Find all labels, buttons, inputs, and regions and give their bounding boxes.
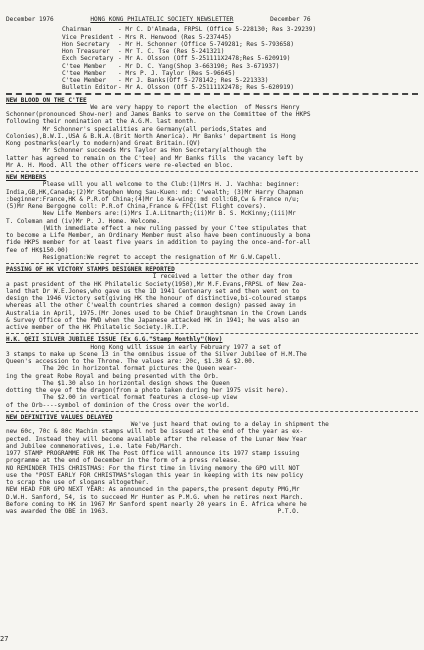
officer-name: - Mrs P. J. Taylor (Res 5-96645): [118, 69, 236, 77]
text-line: New Life Members are:(i)Mrs I.A.Litmarth;(ii)Mr B. S. McKinny;(iii)Mr: [6, 210, 296, 218]
officer-row: [6, 26, 418, 33]
officer-row: [6, 84, 418, 91]
text-line: and Jubilee commemoratives, i.e. late Feb/March.: [6, 442, 183, 450]
text-line: Mr A. H. Mood. All the other officers were re-elected en bloc.: [6, 161, 234, 169]
officer-role: Chairman: [62, 26, 92, 34]
text-line: Colonies),B.W.I.,USA & B.N.A.(Brit North America). Mr Banks' department is Hong: [6, 132, 296, 140]
article-section: [6, 336, 418, 412]
officer-name: - Mr A. Olsson (Off 5-251111X2478; Res 5-620919): [118, 84, 295, 92]
officer-role: Hon Secretary: [62, 40, 110, 48]
officer-row: [6, 34, 418, 41]
text-line: was awarded the OBE in 1963. P.T.O.: [6, 508, 300, 515]
text-line: Queen's accession to the Throne. The values are: 20c, $1.30 & $2.00.: [6, 358, 256, 365]
text-line: programme at the end of December in the form of a press release.: [6, 457, 241, 465]
text-line: (With immediate effect a new ruling passed by your C'tee stipulates that: [6, 224, 307, 232]
text-line: a past president of the HK Philatelic Society(1950),Mr M.F.Evans,FRPSL of New Zea-: [6, 280, 307, 288]
newsletter-page: [6, 16, 418, 515]
article-section: [6, 414, 418, 516]
text-line: D.W.H. Sanford, 54, is to succeed Mr Hunter as P.M.G. when he retires next March.: [6, 493, 304, 501]
text-line: NEW HEAD FOR GPO NEXT YEAR: As announced in the papers,the present deputy PMG,Mr: [6, 486, 300, 494]
text-line: active member of the HK Philatelic Society.)R.I.P.: [6, 324, 190, 331]
text-line: latter has agreed to remain on the C'tee) and Mr Banks fills the vacancy left by: [6, 154, 304, 162]
text-line: I received a letter the other day from: [6, 273, 293, 281]
text-line: following their nomination at the A.G.M. last month.: [6, 118, 197, 126]
divider: [6, 333, 418, 334]
text-line: design the 1946 Victory set(giving HK the honour of distinctive,bi-coloured stamps: [6, 295, 307, 302]
divider: [6, 411, 418, 412]
text-line: Resignation:We regret to accept the resignation of Mr G.W.Capell.: [6, 253, 282, 261]
officer-role: C'tee Member: [62, 62, 107, 70]
officer-row: [6, 77, 418, 84]
section-heading: NEW BLOOD ON THE C'TEE: [6, 96, 87, 104]
text-line: new 60c, 70c & 80c Machin stamps will not be issued at the end of the year as ex-: [6, 428, 304, 436]
divider: [6, 263, 418, 264]
text-line: to become a Life Member, an Ordinary Member must also have been continuously a bona: [6, 232, 311, 239]
officer-row: [6, 55, 418, 62]
text-line: fide HKPS member for at least five years in addition to paying the once-and-for-all: [6, 239, 311, 247]
text-line: whereas all the other C'wealth countries shared a common design) passed away in: [6, 302, 296, 310]
newsletter-title: HONG KONG PHILATELIC SOCIETY NEWSLETTER: [90, 16, 234, 23]
page-margin-number: 27: [0, 635, 9, 643]
text-line: fee of HK$150.00): [6, 246, 69, 254]
text-line: (5)Mr Rene Bergogne coll: P.R.of China,France & FFC(1st Flight covers).: [6, 203, 267, 210]
officer-row: [6, 41, 418, 48]
section-heading: NEW DEFINITIVE VALUES DELAYED: [6, 413, 113, 421]
officer-row: [6, 63, 418, 70]
header-line: [6, 16, 418, 23]
article-section: [6, 97, 418, 173]
text-line: & Survey Office of the PWD when the Japanese attacked HK in 1941; he was also an: [6, 316, 300, 324]
text-line: pected. Instead they will become available after the release of the Lunar New Year: [6, 435, 307, 443]
text-line: Australia in April, 1975.(Mr Jones used to be Chief Draughtsman in the Crown Lands: [6, 309, 307, 317]
text-line: T. Coleman and (iv)Mr P. J. Home. Welcome.: [6, 217, 161, 225]
text-line: :beginner:France,HK & P.R.of China;(4)Mr Lo Ka-wing: md coll:GB,Cw & France n/u;: [6, 195, 300, 203]
section-heading: NEW MEMBERS: [6, 174, 47, 181]
section-heading: H.K. QEII SILVER JUBILEE ISSUE (Ex G.G."Stamp Monthly"(Nov): [6, 336, 223, 344]
text-line: Before coming to HK in 1967 Mr Sanford spent nearly 20 years in E. Africa where he: [6, 500, 307, 508]
text-line: of the Orb----symbol of dominion of the Cross over the world.: [6, 401, 230, 409]
officer-name: - Mr A. Olsson (Off 5-251111X2478;Res 5-620919): [118, 55, 291, 63]
officer-name: - Mr D. C. Yang(Shop 3-663190; Res 3-671937): [118, 62, 280, 70]
text-line: Hong Kong will issue in early February 1977 a set of: [6, 343, 282, 351]
text-line: We are very happy to report the election of Messrs Henry: [6, 103, 300, 111]
article-section: [6, 266, 418, 334]
officer-row: [6, 48, 418, 55]
date-left: December 1976: [6, 16, 54, 23]
officer-role: Bulletin Editor: [62, 84, 118, 92]
text-line: ing the great Robe Royal and being presented with the Orb.: [6, 372, 219, 380]
date-right: December 76: [270, 16, 311, 23]
text-line: 3 stamps to make up Scene 13 in the omnibus issue of the Silver Jubilee of H.M.The: [6, 350, 307, 358]
newsletter-body: [6, 97, 418, 516]
text-line: Mr Schonner succeeds Mrs Taylor as Hon Secretary(although the: [6, 147, 267, 155]
text-line: land that Dr W.E.Jones,who gave us the 1D 1941 Centenary set and then went on to: [6, 287, 300, 295]
officer-name: - Mr C. D'Almada, FRPSL (Office 5-228130; Res 3-29239): [118, 26, 317, 34]
text-line: Schonner(pronounced Show-ner) and James Banks to serve on the Committee of the HKPS: [6, 111, 311, 118]
text-line: NO REMINDER THIS CHRISTMAS: For the first time in living memory the GPO will NOT: [6, 464, 300, 472]
officer-name: - Mr J. Banks(Off 5-278142; Res 5-221333): [118, 77, 269, 84]
officer-name: - Mr T. C. Tse (Res 5-241321): [118, 48, 225, 55]
officer-role: Hon Treasurer: [62, 48, 110, 55]
text-line: dotting the eye of the dragon(from a photo taken during her 1975 visit here).: [6, 387, 289, 394]
divider: [6, 171, 418, 172]
text-line: The 20c in horizontal format pictures the Queen wear-: [6, 365, 238, 373]
text-line: India,GB,HK,Canada;(2)Mr Stephen Wong Sau-Kuen: md: C'wealth; (3)Mr Harry Chapman: [6, 188, 304, 196]
officer-name: - Mrs R. Henwood (Res 5-237445): [118, 33, 232, 41]
section-heading: PASSING OF HK VICTORY STAMPS DESIGNER REPORTED: [6, 266, 175, 273]
officer-role: C'tee Member: [62, 69, 107, 77]
officer-name: - Mr H. Schonner (Office 5-749281; Res 5-793658): [118, 40, 295, 48]
officer-role: Exch Secretary: [62, 55, 114, 63]
text-line: The $1.30 also in horizontal design shows the Queen: [6, 379, 230, 387]
text-line: 1977 STAMP PROGRAMME FOR HK The Post Office will announce its 1977 stamp issuing: [6, 450, 300, 457]
officer-role: C'tee Member: [62, 77, 107, 84]
officer-row: [6, 70, 418, 77]
text-line: Kong postmarks(early to modern)and Great Britain.(QV): [6, 140, 201, 147]
text-line: Mr Schonner's specialities are Germany(all periods,States and: [6, 125, 267, 133]
text-line: We've just heard that owing to a delay in shipment the: [6, 421, 329, 428]
text-line: use the "POST EARLY FOR CHRISTMAS"slogan this year in keeping with its new policy: [6, 471, 304, 479]
officers-list: [6, 26, 418, 91]
text-line: The $2.00 in vertical format features a close-up view: [6, 394, 238, 402]
text-line: Please will you all welcome to the Club:(1)Mrs H. J. Vachha: beginner:: [6, 181, 300, 189]
divider: [6, 93, 418, 95]
article-section: [6, 174, 418, 264]
officer-role: Vice President: [62, 33, 114, 41]
text-line: to scrap the use of slogans altogether.: [6, 479, 150, 486]
